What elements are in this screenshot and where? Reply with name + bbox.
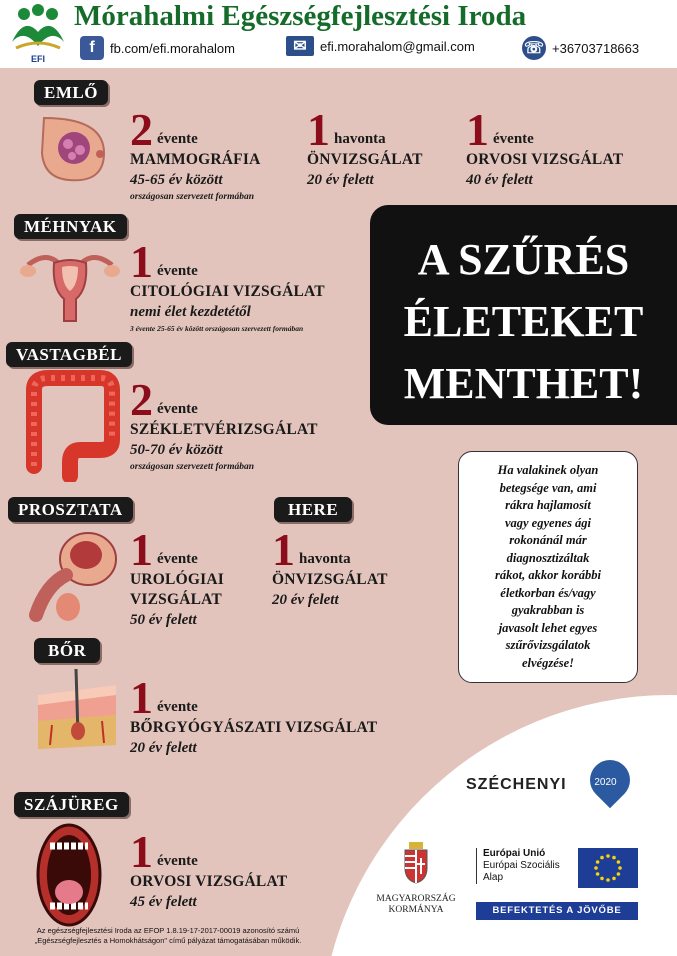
age-range: 40 év felett: [466, 172, 533, 188]
age-range: 20 év felett: [130, 740, 197, 756]
szechenyi-label: SZÉCHENYI: [466, 776, 567, 793]
eu-flag-icon: [578, 848, 638, 888]
gov-line-2: KORMÁNYA: [388, 905, 444, 915]
age-range: 20 év felett: [272, 592, 339, 608]
category-szajureg: SZÁJÜREG: [14, 792, 129, 817]
szechenyi-year: 2020: [594, 776, 617, 788]
prostate-icon: [26, 525, 122, 625]
age-range: 50 év felett: [130, 612, 197, 628]
exam-note: országosan szervezett formában: [130, 192, 255, 202]
frequency-unit: évente: [157, 263, 198, 279]
colon-icon: [20, 370, 124, 482]
frequency-number: 2: [130, 374, 153, 425]
coat-of-arms-icon: [399, 840, 433, 884]
footnote-line-1: Az egészségfejlesztési Iroda az EFOP 1.8.19-17-2017-00019 azonosító számú: [36, 926, 300, 935]
slogan-box: [370, 205, 677, 425]
frequency-number: 1: [307, 104, 330, 155]
category-mehnyak: MÉHNYAK: [14, 214, 127, 239]
slogan-line-1: A SZŰRÉS: [417, 235, 630, 284]
frequency-number: 1: [130, 236, 153, 287]
mehnyak-citologia: [130, 236, 325, 336]
exam-note: országosan szervezett formában: [130, 462, 255, 472]
footnote-line-2: „Egészségfejlesztés a Homokhátságon" című pályázat támogatásában működik.: [34, 936, 302, 945]
category-prosztata: PROSZTATA: [8, 497, 133, 522]
facebook-link[interactable]: fb.com/efi.morahalom: [110, 40, 235, 56]
funding-footnote: [8, 926, 328, 946]
phone-icon: ☏: [522, 36, 546, 60]
vastagbel-szekletver: [130, 374, 318, 474]
age-range: 50-70 év között: [130, 442, 223, 458]
category-vastagbel: VASTAGBÉL: [6, 342, 132, 367]
eu-line-2: Európai Szociális: [483, 860, 560, 871]
exam-name: CITOLÓGIAI VIZSGÁLAT: [130, 283, 325, 300]
facebook-contact[interactable]: [80, 36, 235, 60]
age-range: 20 év felett: [307, 172, 374, 188]
exam-name: MAMMOGRÁFIA: [130, 151, 261, 168]
szajureg-orvosi: [130, 826, 288, 912]
frequency-unit: évente: [157, 551, 198, 567]
breast-icon: [34, 108, 114, 188]
prosztata-urologia: [130, 524, 224, 630]
advice-box: Ha valakinek olyan betegsége van, ami rákra hajlamosít vagy egyenes ági rokonánál már diagnosztizáltak rákot, akkor korábbi életkorban és/vagy gyakrabban is javasolt lehet egyes szűrővizsgálatok elvégzése!: [458, 451, 638, 683]
skin-icon: [32, 665, 122, 751]
age-range: 45-65 év között: [130, 172, 223, 188]
frequency-unit: évente: [157, 699, 198, 715]
email-link[interactable]: efi.morahalom@gmail.com: [320, 38, 475, 54]
frequency-number: 1: [130, 672, 153, 723]
frequency-unit: évente: [493, 131, 534, 147]
frequency-number: 1: [466, 104, 489, 155]
frequency-number: 2: [130, 104, 153, 155]
category-here: HERE: [274, 497, 352, 522]
email-contact[interactable]: [286, 36, 475, 56]
category-bor: BŐR: [34, 638, 100, 663]
frequency-number: 1: [130, 524, 153, 575]
phone-contact[interactable]: [522, 36, 639, 60]
age-range: 45 év felett: [130, 894, 197, 910]
mouth-icon: [36, 822, 102, 928]
header: [0, 0, 677, 68]
exam-name: ÖNVIZSGÁLAT: [307, 151, 423, 168]
gov-line-1: MAGYARORSZÁG: [376, 894, 456, 904]
exam-note: 3 évente 25-65 év között országosan szervezett formában: [130, 324, 304, 333]
emlo-mammografia: [130, 104, 261, 204]
slogan-line-2: ÉLETEKET: [403, 297, 644, 346]
exam-name: UROLÓGIAI: [130, 571, 224, 588]
envelope-icon: ✉: [286, 36, 314, 56]
emlo-onvizsgalat: [307, 104, 423, 190]
efi-logo-icon: [6, 2, 70, 64]
exam-name: SZÉKLETVÉRIZSGÁLAT: [130, 421, 318, 438]
frequency-unit: havonta: [334, 131, 386, 147]
exam-name: BŐRGYÓGYÁSZATI VIZSGÁLAT: [130, 719, 378, 736]
age-range: nemi élet kezdetétől: [130, 304, 251, 320]
exam-name: ÖNVIZSGÁLAT: [272, 571, 388, 588]
exam-name-line2: VIZSGÁLAT: [130, 591, 222, 608]
eu-text: [476, 848, 560, 884]
government-logo: [376, 840, 456, 916]
eu-line-1: Európai Unió: [483, 848, 546, 859]
frequency-unit: havonta: [299, 551, 351, 567]
category-emlo: EMLŐ: [34, 80, 108, 105]
frequency-number: 1: [272, 524, 295, 575]
org-title: Mórahalmi Egészségfejlesztési Iroda: [74, 0, 527, 32]
here-onvizsgalat: [272, 524, 388, 610]
exam-name: ORVOSI VIZSGÁLAT: [130, 873, 288, 890]
frequency-unit: évente: [157, 853, 198, 869]
exam-name: ORVOSI VIZSGÁLAT: [466, 151, 624, 168]
frequency-unit: évente: [157, 401, 198, 417]
bor-borgyogyaszat: [130, 672, 378, 758]
eu-line-3: Alap: [483, 872, 504, 883]
emlo-orvosi: [466, 104, 624, 190]
frequency-unit: évente: [157, 131, 198, 147]
uterus-icon: [18, 245, 122, 325]
slogan-line-3: MENTHET!: [403, 359, 644, 408]
facebook-icon: f: [80, 36, 104, 60]
frequency-number: 1: [130, 826, 153, 877]
phone-number[interactable]: +36703718663: [552, 40, 640, 56]
logo-text: EFI: [30, 54, 46, 64]
invest-banner: BEFEKTETÉS A JÖVŐBE: [476, 902, 638, 920]
